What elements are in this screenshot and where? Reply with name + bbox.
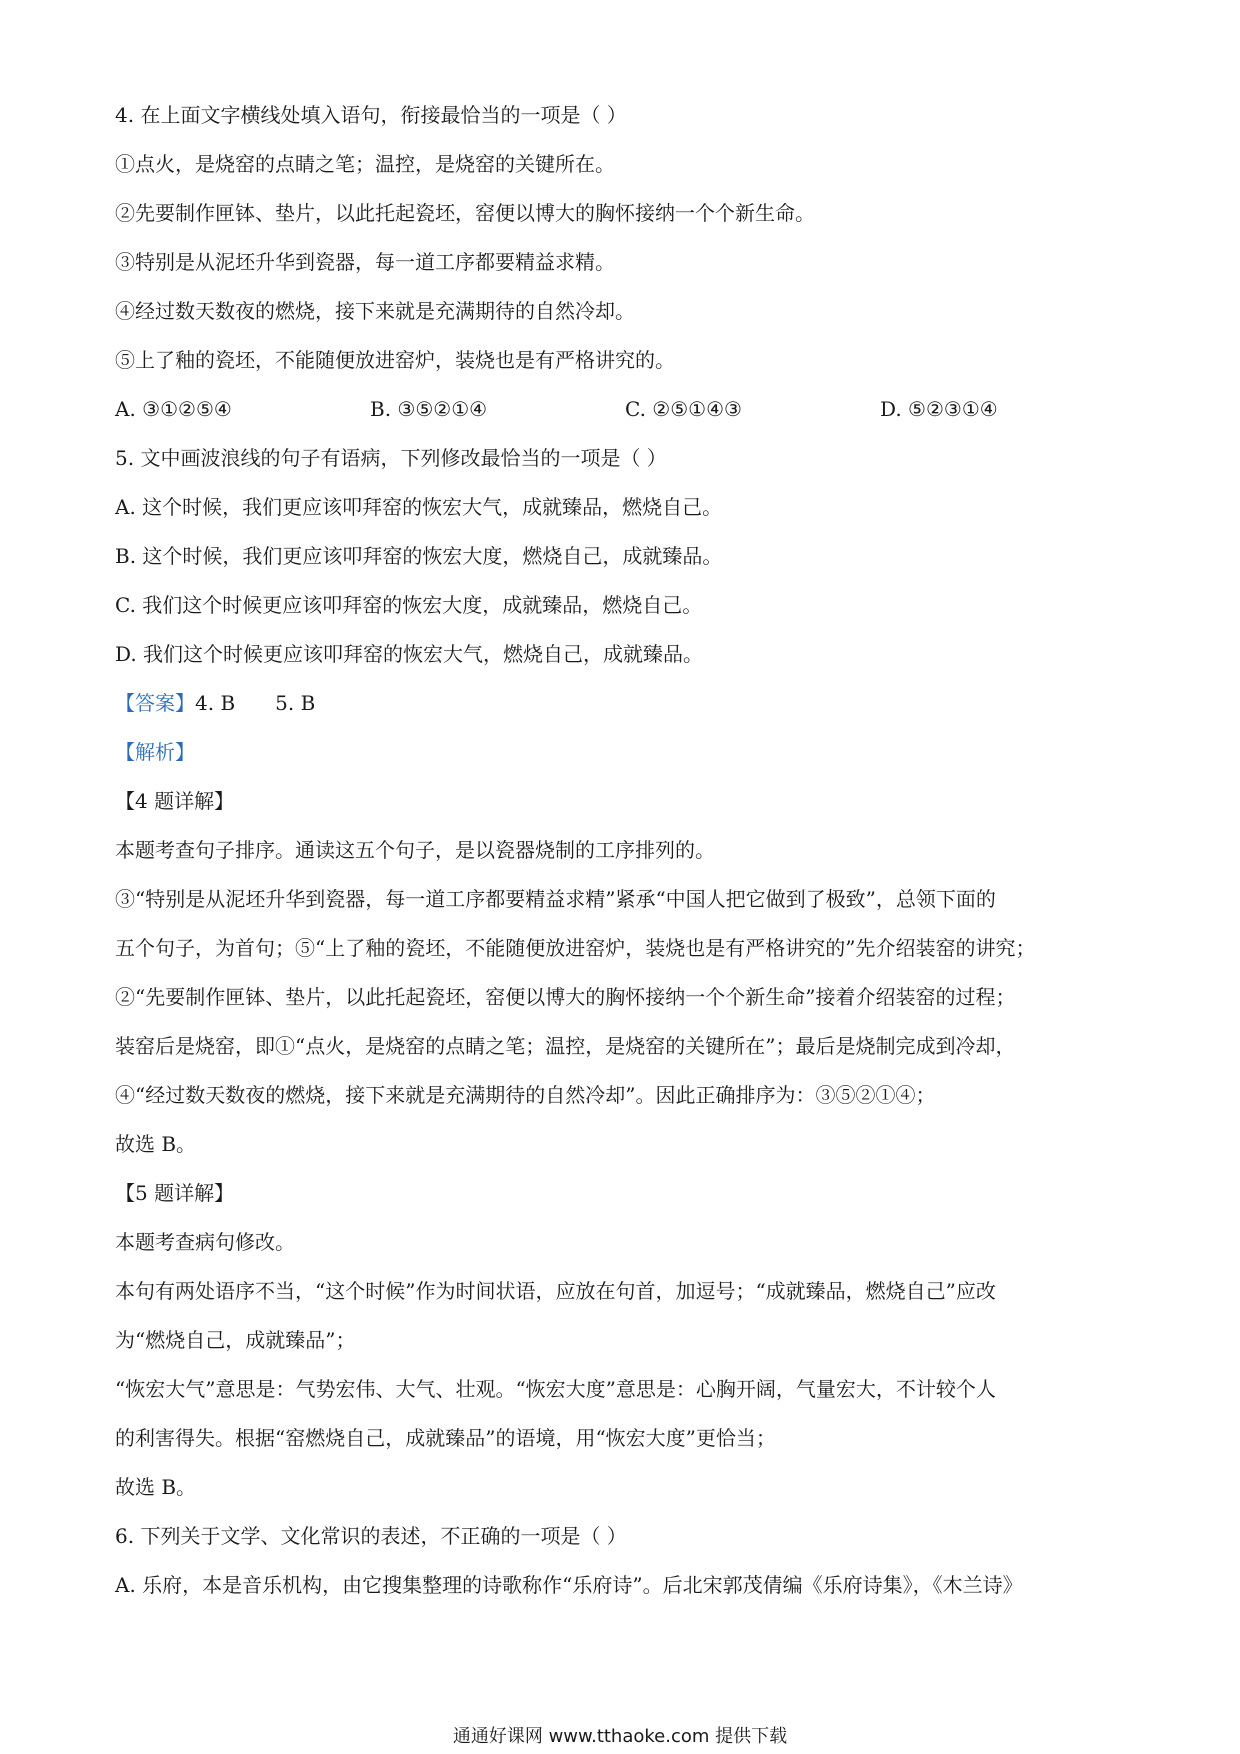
analysis-tag: 【解析】 (115, 740, 195, 764)
d5-line: 为“燃烧自己，成就臻品”； (115, 1328, 356, 1352)
d5-line: 的利害得失。根据“窑燃烧自己，成就臻品”的语境，用“恢宏大度”更恰当； (115, 1426, 776, 1450)
d4-line: ④“经过数天数夜的燃烧，接下来就是充满期待的自然冷却”。因此正确排序为：③⑤②①④； (115, 1083, 936, 1107)
d4-line: ③“特别是从泥坯升华到瓷器，每一道工序都要精益求精”紧承“中国人把它做到了极致”，总领下面的 (115, 887, 996, 911)
answer-4: 4. B (195, 691, 236, 715)
q4-sentence: ④经过数天数夜的燃烧，接下来就是充满期待的自然冷却。 (115, 299, 635, 323)
q4-option-b: B. ③⑤②①④ (370, 397, 488, 421)
d4-line: 故选 B。 (115, 1132, 197, 1156)
q4-sentence: ②先要制作匣钵、垫片，以此托起瓷坯，窑便以博大的胸怀接纳一个个新生命。 (115, 201, 815, 225)
analysis-line (115, 738, 1135, 787)
d5-line: 故选 B。 (115, 1475, 197, 1499)
q6-stem: 6. 下列关于文学、文化常识的表述，不正确的一项是（ ） (115, 1524, 627, 1548)
d4-line: 五个句子，为首句；⑤“上了釉的瓷坯，不能随便放进窑炉，装烧也是有严格讲究的”先介绍装窑的讲究； (115, 936, 1036, 960)
q5-option-c: C. 我们这个时候更应该叩拜窑的恢宏大度，成就臻品，燃烧自己。 (115, 593, 703, 617)
q4-sentence: ⑤上了釉的瓷坯，不能随便放进窑炉，装烧也是有严格讲究的。 (115, 348, 675, 372)
q4-option-a: A. ③①②⑤④ (115, 397, 232, 421)
page-content (115, 101, 1135, 1620)
q4-stem: 4. 在上面文字横线处填入语句，衔接最恰当的一项是（ ） (115, 103, 627, 127)
answer-tag: 【答案】 (115, 691, 195, 715)
d4-line: 装窑后是烧窑，即①“点火，是烧窑的点睛之笔；温控，是烧窑的关键所在”；最后是烧制完成到冷却， (115, 1034, 1016, 1058)
q4-sentence: ①点火，是烧窑的点睛之笔；温控，是烧窑的关键所在。 (115, 152, 615, 176)
q5-stem: 5. 文中画波浪线的句子有语病，下列修改最恰当的一项是（ ） (115, 446, 667, 470)
q5-option-b: B. 这个时候，我们更应该叩拜窑的恢宏大度，燃烧自己，成就臻品。 (115, 544, 723, 568)
q6-option-a: A. 乐府，本是音乐机构，由它搜集整理的诗歌称作“乐府诗”。后北宋郭茂倩编《乐府诗集》，《木兰诗》 (115, 1573, 1023, 1597)
answer-line (115, 689, 1135, 738)
q4-sentence: ③特别是从泥坯升华到瓷器，每一道工序都要精益求精。 (115, 250, 615, 274)
q4-options (115, 395, 1135, 444)
d5-line: “恢宏大气”意思是：气势宏伟、大气、壮观。“恢宏大度”意思是：心胸开阔，气量宏大，不计较个人 (115, 1377, 996, 1401)
d4-title: 【4 题详解】 (115, 789, 235, 813)
d5-title: 【5 题详解】 (115, 1181, 235, 1205)
q4-option-c: C. ②⑤①④③ (625, 397, 742, 421)
d4-line: 本题考查句子排序。通读这五个句子，是以瓷器烧制的工序排列的。 (115, 838, 715, 862)
q4-option-d: D. ⑤②③①④ (880, 397, 998, 421)
d5-line: 本句有两处语序不当，“这个时候”作为时间状语，应放在句首，加逗号；“成就臻品，燃烧自己”应改 (115, 1279, 996, 1303)
q5-option-a: A. 这个时候，我们更应该叩拜窑的恢宏大气，成就臻品，燃烧自己。 (115, 495, 723, 519)
d4-line: ②“先要制作匣钵、垫片，以此托起瓷坯，窑便以博大的胸怀接纳一个个新生命”接着介绍装窑的过程； (115, 985, 1016, 1009)
d5-line: 本题考查病句修改。 (115, 1230, 295, 1254)
q5-option-d: D. 我们这个时候更应该叩拜窑的恢宏大气，燃烧自己，成就臻品。 (115, 642, 704, 666)
footer-source: 通通好课网 www.tthaoke.com 提供下载 (452, 1726, 788, 1747)
answer-5: 5. B (275, 691, 316, 715)
